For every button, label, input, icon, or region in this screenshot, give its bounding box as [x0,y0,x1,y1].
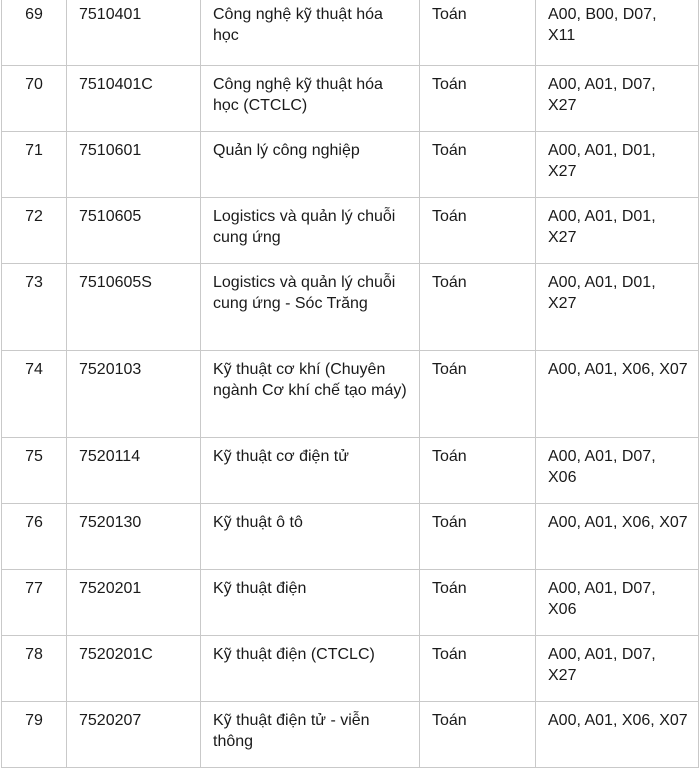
program-name: Kỹ thuật điện (CTCLC) [201,636,420,702]
table-row [2,66,699,132]
program-code: 7510601 [67,132,201,198]
row-number: 71 [2,132,67,198]
subject-combinations: A00, A01, D07, X06 [536,438,699,504]
row-number: 79 [2,702,67,768]
table-row [2,351,699,438]
row-number: 73 [2,264,67,351]
subject-combinations: A00, B00, D07, X11 [536,0,699,66]
main-subject: Toán [420,66,536,132]
main-subject: Toán [420,132,536,198]
subject-combinations: A00, A01, X06, X07 [536,351,699,438]
row-number: 78 [2,636,67,702]
program-code: 7520114 [67,438,201,504]
main-subject: Toán [420,264,536,351]
subject-combinations: A00, A01, D07, X06 [536,570,699,636]
program-code: 7510401C [67,66,201,132]
subject-combinations: A00, A01, X06, X07 [536,702,699,768]
program-name: Logistics và quản lý chuỗi cung ứng - Sóc Trăng [201,264,420,351]
table-row [2,570,699,636]
table-body [2,0,699,768]
table-row [2,132,699,198]
table-row [2,636,699,702]
program-code: 7510605S [67,264,201,351]
program-code: 7520130 [67,504,201,570]
table-row [2,264,699,351]
subject-combinations: A00, A01, D01, X27 [536,132,699,198]
main-subject: Toán [420,351,536,438]
program-code: 7520201C [67,636,201,702]
main-subject: Toán [420,0,536,66]
subject-combinations: A00, A01, D01, X27 [536,264,699,351]
program-code: 7510401 [67,0,201,66]
program-name: Kỹ thuật cơ khí (Chuyên ngành Cơ khí chế tạo máy) [201,351,420,438]
program-name: Kỹ thuật cơ điện tử [201,438,420,504]
main-subject: Toán [420,570,536,636]
program-code: 7510605 [67,198,201,264]
program-name: Logistics và quản lý chuỗi cung ứng [201,198,420,264]
program-name: Kỹ thuật điện [201,570,420,636]
row-number: 74 [2,351,67,438]
table-row [2,198,699,264]
table-row [2,438,699,504]
table-row [2,504,699,570]
program-name: Kỹ thuật điện tử - viễn thông [201,702,420,768]
program-code: 7520201 [67,570,201,636]
row-number: 76 [2,504,67,570]
program-code: 7520103 [67,351,201,438]
program-name: Công nghệ kỹ thuật hóa học [201,0,420,66]
table-row [2,0,699,66]
subject-combinations: A00, A01, D07, X27 [536,66,699,132]
row-number: 75 [2,438,67,504]
main-subject: Toán [420,438,536,504]
row-number: 69 [2,0,67,66]
subject-combinations: A00, A01, D01, X27 [536,198,699,264]
subject-combinations: A00, A01, X06, X07 [536,504,699,570]
table-row [2,702,699,768]
row-number: 70 [2,66,67,132]
main-subject: Toán [420,198,536,264]
program-name: Quản lý công nghiệp [201,132,420,198]
main-subject: Toán [420,702,536,768]
subject-combinations: A00, A01, D07, X27 [536,636,699,702]
main-subject: Toán [420,504,536,570]
row-number: 72 [2,198,67,264]
program-name: Công nghệ kỹ thuật hóa học (CTCLC) [201,66,420,132]
program-name: Kỹ thuật ô tô [201,504,420,570]
row-number: 77 [2,570,67,636]
program-code: 7520207 [67,702,201,768]
main-subject: Toán [420,636,536,702]
admissions-table [1,0,699,768]
